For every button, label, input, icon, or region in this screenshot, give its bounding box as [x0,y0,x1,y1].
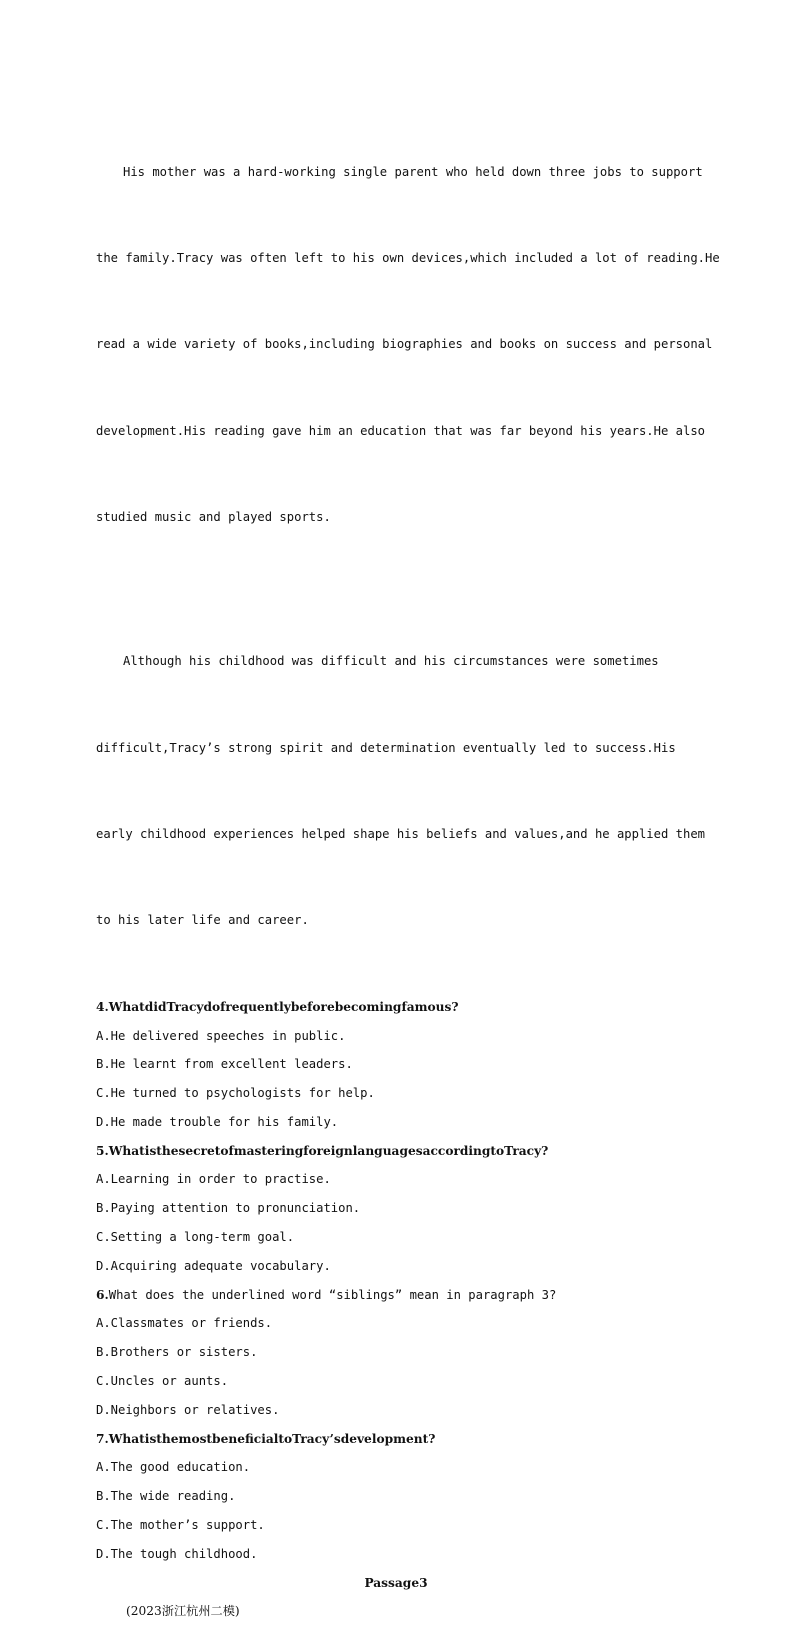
question-6 [96,1281,696,1425]
passage-title: Passage3 [364,1575,428,1590]
paragraph-line: studied music and played sports. [96,510,331,525]
document-page [96,100,720,1626]
option-b: B.Brothers or sisters. [96,1345,258,1360]
paragraph-2 [96,590,706,993]
paragraph-line: to his later life and career. [96,913,309,928]
option-a: A.Learning in order to practise. [96,1172,331,1187]
question-text: WhatisthesecretofmasteringforeignlanguagesaccordingtoTracy? [108,1143,549,1158]
question-stem [96,1425,696,1454]
question-text: What does the underlined word “siblings” mean in paragraph 3? [108,1287,557,1302]
option-d: D.The tough childhood. [96,1546,258,1561]
paragraph-line: difficult,Tracy’s strong spirit and determination eventually led to success.His [96,740,676,755]
question-number: 6. [96,1287,109,1302]
paragraph-line: early childhood experiences helped shape his beliefs and values,and he applied them [96,826,706,841]
question-number: 4. [96,999,109,1014]
question-4 [96,993,696,1137]
question-number: 5. [96,1143,109,1158]
paragraph-line: Although his childhood was difficult and his circumstances were sometimes [123,654,659,669]
option-c: C.Uncles or aunts. [96,1374,229,1389]
option-d: D.He made trouble for his family. [96,1114,339,1129]
question-stem [96,1137,696,1166]
paragraph-line: read a wide variety of books,including biographies and books on success and personal [96,337,713,352]
option-a: A.He delivered speeches in public. [96,1028,346,1043]
option-a: A.The good education. [96,1460,251,1475]
option-b: B.He learnt from excellent leaders. [96,1057,353,1072]
question-text: WhatdidTracydofrequentlybeforebecomingfamous? [108,999,459,1014]
question-number: 7. [96,1431,109,1446]
option-c: C.He turned to psychologists for help. [96,1086,375,1101]
option-d: D.Neighbors or relatives. [96,1402,280,1417]
question-stem [96,1281,696,1310]
option-d: D.Acquiring adequate vocabulary. [96,1258,331,1273]
option-b: B.Paying attention to pronunciation. [96,1201,361,1216]
option-c: C.Setting a long-term goal. [96,1230,295,1245]
question-7 [96,1425,696,1569]
paragraph-1 [96,100,720,590]
passage-source: (2023浙江杭州二模) [126,1604,240,1619]
question-5 [96,1137,696,1281]
paragraph-line: the family.Tracy was often left to his own devices,which included a lot of reading.He [96,250,720,265]
question-text: WhatisthemostbeneficialtoTracy’sdevelopment? [108,1431,436,1446]
option-a: A.Classmates or friends. [96,1316,273,1331]
paragraph-line: development.His reading gave him an education that was far beyond his years.He also [96,423,706,438]
option-c: C.The mother’s support. [96,1518,265,1533]
question-stem [96,993,696,1022]
paragraph-line: His mother was a hard-working single parent who held down three jobs to support [123,164,703,179]
option-b: B.The wide reading. [96,1489,236,1504]
